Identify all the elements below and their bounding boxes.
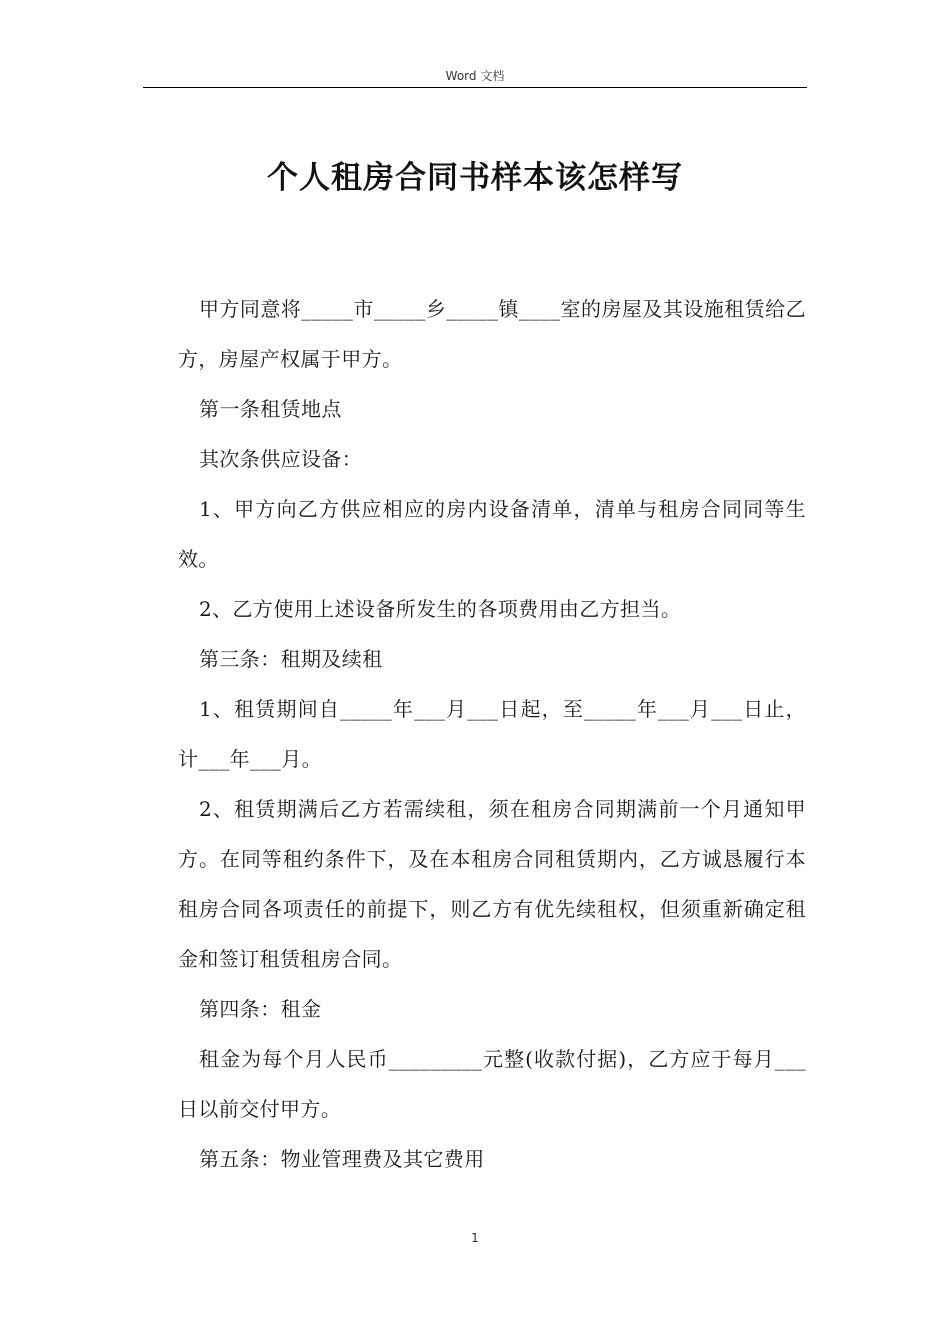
- header-divider: [143, 87, 807, 88]
- section-heading: 第四条：租金: [199, 997, 322, 1021]
- section-heading: 第三条：租期及续租: [199, 647, 383, 671]
- paragraph: 1、租赁期间自_____年___月___日起，至_____年___月___日止，计___年___月。: [178, 697, 806, 771]
- section-heading: 第一条租赁地点: [199, 397, 342, 421]
- document-body: [178, 284, 806, 1184]
- paragraph: 2、乙方使用上述设备所发生的各项费用由乙方担当。: [199, 597, 682, 621]
- paragraph: 甲方同意将_____市_____乡_____镇____室的房屋及其设施租赁给乙方，房屋产权属于甲方。: [178, 297, 806, 371]
- page-number: 1: [471, 1231, 479, 1245]
- paragraph: 1、甲方向乙方供应相应的房内设备清单，清单与租房合同同等生效。: [178, 497, 806, 571]
- section-heading: 第五条：物业管理费及其它费用: [199, 1147, 485, 1171]
- section-heading: 其次条供应设备：: [199, 447, 363, 471]
- document-title: 个人租房合同书样本该怎样写: [267, 160, 683, 196]
- page-header-label: Word 文档: [445, 69, 505, 83]
- paragraph: 租金为每个月人民币_________元整(收款付据)，乙方应于每月___日以前交付甲方。: [178, 1047, 806, 1121]
- paragraph: 2、租赁期满后乙方若需续租，须在租房合同期满前一个月通知甲方。在同等租约条件下，及在本租房合同租赁期内，乙方诚恳履行本租房合同各项责任的前提下，则乙方有优先续租权，但须重新确定租金和签订租赁租房合同。: [178, 797, 806, 971]
